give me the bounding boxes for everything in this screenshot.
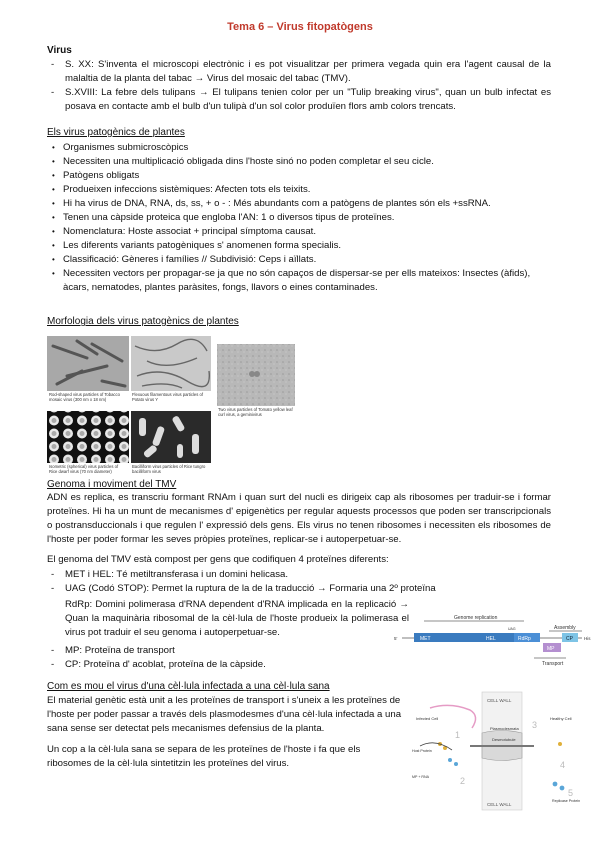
moviment-para1: El material genètic està unit a les proteïnes de transport i s'uneix a les proteïnes de l'hoste per poder passar a través dels plasmodesmes d'una cèl·lula infectada a una sana sense ser detectat pels mecanismes defensius de la planta. bbox=[47, 695, 402, 734]
genoma-para1: ADN es replica, es transcriu formant RNAm i quan surt del nucli es dirigeix cap als ribosomes per traduir-se i formar proteïnes. Hi ha un munt de mecanismes d' epigenètics per regular aquests processos que poden ser transcripcionals o postransduccionals i que regulen l' expressió dels gens. Els virus no tenen ribosomes i necessiten els ribosomes de l'hoste per poder formar les seves pròpies proteïnes, replicar-se i autoperpetuar-se. bbox=[47, 492, 551, 545]
rdrp-text: RdRp: Domini polimerasa d'RNA dependent d'RNA implicada en la replicació → Quan la maquinària ribosomal de la cèl·lula de l'hoste produeix la polimerasa el virus pot traduir el seu genoma i autoperpetuar-se. bbox=[65, 599, 409, 638]
list-item: • Organismes submicroscòpics bbox=[47, 141, 551, 155]
five-prime-label: 5' bbox=[394, 636, 398, 641]
rtbv-micrograph bbox=[131, 411, 211, 463]
uag-label: UAG bbox=[508, 627, 516, 631]
geminivirus-micrograph bbox=[217, 344, 295, 406]
infected-cell-label: Infected Cell bbox=[416, 716, 439, 721]
step-3: 3 bbox=[532, 720, 538, 730]
list-item: - UAG (Codó STOP): Permet la ruptura de la de la traducció → Formaria una 2º proteïna bbox=[47, 582, 551, 596]
list-item: - MP: Proteïna de transport bbox=[47, 644, 551, 658]
desmotubule-label: Desmotubule bbox=[492, 737, 516, 742]
list-item: - S. XX: S'inventa el microscopi electrònic i es pot visualitzar per primera vegada quin era l'agent causal de la malaltia de la planta del tabac → Virus del mosaic del tabac (TMV). bbox=[47, 58, 551, 86]
host-protein-label: Host Protein bbox=[412, 749, 432, 753]
his-label: His bbox=[584, 636, 591, 641]
list-item: • Produeixen infeccions sistèmiques: Afecten tots els teixits. bbox=[47, 183, 551, 197]
step-2: 2 bbox=[460, 776, 466, 786]
cell-wall-label-bottom: CELL WALL bbox=[487, 802, 512, 807]
healthy-cell-label: Healthy Cell bbox=[550, 716, 572, 721]
cell-wall-label-top: CELL WALL bbox=[487, 698, 512, 703]
section-moviment-heading: Com es mou el virus d'una cèl·lula infectada a una cèl·lula sana bbox=[47, 681, 330, 692]
mp-diagram-label: MP bbox=[547, 646, 555, 652]
genome-replication-label: Genome replication bbox=[454, 615, 498, 621]
list-item: - MET i HEL: Té metiltransferasa i un domini helicasa. bbox=[47, 568, 551, 582]
caption-pvy: Flexuous filamentous virus particles of Potato virus Y bbox=[132, 392, 203, 402]
list-item: • Necessiten una multiplicació obligada dins l'hoste sinó no poden completar el seu cicle. bbox=[47, 155, 551, 169]
caption-rice-dwarf: Isometric (spherical) virus particles of Rice dwarf virus (70 nm diameter) bbox=[49, 464, 119, 474]
list-item: • Classificació: Gèneres i famílies // Subdivisió: Ceps i aïllats. bbox=[47, 253, 551, 267]
section-morfologia-heading: Morfologia dels virus patogènics de plantes bbox=[47, 316, 239, 327]
step-5: 5 bbox=[568, 788, 574, 798]
list-item: - CP: Proteïna d' acoblat, proteïna de la càpside. bbox=[47, 658, 551, 672]
rdrp-diagram-label: RdRp bbox=[518, 636, 531, 642]
patogens-list bbox=[47, 141, 551, 295]
list-item: • Necessiten vectors per propagar-se ja que no són capaços de dispersar-se per ells mateixos: Insectes (àfids), àcars, nematodes, plantes paràsites, fongs, llavors o eines contaminades. bbox=[47, 267, 551, 295]
list-item: • Nomenclatura: Hoste associat + principal símptoma causat. bbox=[47, 225, 551, 239]
caption-rtbv: Bacilliform virus particles of Rice tungro bacilliform virus bbox=[132, 464, 206, 474]
pvy-micrograph bbox=[131, 336, 211, 391]
tmv-micrograph bbox=[47, 336, 129, 391]
mp-rna-label: MP + RNA bbox=[412, 775, 430, 779]
step-1: 1 bbox=[455, 730, 461, 740]
page-title: Tema 6 – Virus fitopatògens bbox=[227, 21, 373, 33]
section-patogens-heading: Els virus patogènics de plantes bbox=[47, 127, 185, 138]
hel-label: HEL bbox=[486, 636, 496, 642]
virus-list bbox=[47, 58, 551, 114]
step-4: 4 bbox=[560, 760, 566, 770]
caption-gemini: Two virus particles of Tomato yellow leaf curl virus, a geminivirus bbox=[218, 407, 293, 417]
genoma-para2: El genoma del TMV està compost per gens que codifiquen 4 proteïnes diferents: bbox=[47, 554, 389, 565]
plasmodesmata-label: Plasmodesmata bbox=[490, 726, 519, 731]
transport-label: Transport bbox=[542, 661, 564, 667]
section-genoma-heading: Genoma i moviment del TMV bbox=[47, 479, 177, 490]
section-virus-heading: Virus bbox=[47, 45, 72, 56]
cp-diagram-label: CP bbox=[566, 636, 573, 642]
genoma-list bbox=[47, 568, 551, 596]
rice-dwarf-micrograph bbox=[47, 411, 129, 463]
list-item: • Tenen una càpside proteica que engloba l'AN: 1 o diversos tipus de proteïnes. bbox=[47, 211, 551, 225]
tmv-genome-diagram bbox=[394, 612, 600, 670]
met-label: MET bbox=[420, 636, 431, 642]
list-item: • Patògens obligats bbox=[47, 169, 551, 183]
plasmodesmata-diagram bbox=[410, 688, 588, 814]
caption-tmv: Rod-shaped virus particles of Tobacco mosaic virus (300 nm x 18 nm) bbox=[49, 392, 120, 402]
assembly-label: Assembly bbox=[554, 625, 576, 631]
list-item: - S.XVIII: La febre dels tulipans → El tulipans tenien color per un "Tulip breaking virus", quan un bulb infectat es posava en contacte amb el bulb d'un tulipà d'un sol color produïen flors amb colors trencats. bbox=[47, 86, 551, 114]
list-item: • Hi ha virus de DNA, RNA, ds, ss, + o - : Més abundants com a patògens de plantes són els +ssRNA. bbox=[47, 197, 551, 211]
moviment-para2: Un cop a la cèl·lula sana se separa de les proteïnes de l'hoste i fa que els ribosomes de la cèl·lula sintetitzin les proteïnes del virus. bbox=[47, 744, 361, 769]
list-item: • Les diferents variants patogèniques s' anomenen forma specialis. bbox=[47, 239, 551, 253]
replicase-label: Replicase Protein bbox=[552, 799, 581, 803]
